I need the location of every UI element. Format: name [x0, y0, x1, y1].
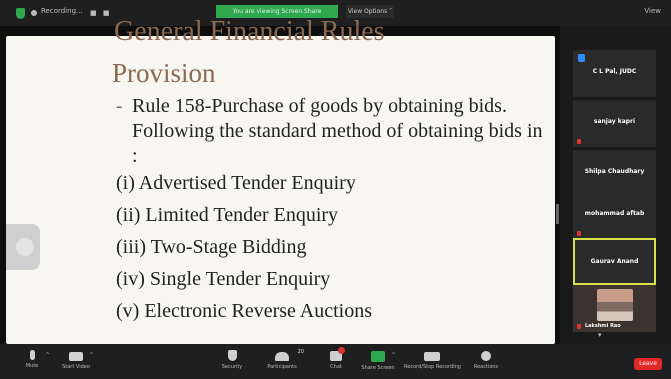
screen-share-banner: You are viewing Screen Share — [216, 5, 338, 18]
muted-mic-icon — [577, 139, 581, 144]
slide-rule-bullet — [116, 94, 546, 169]
security-label: Security — [221, 364, 243, 370]
participant-video-panel — [560, 26, 671, 344]
share-screen-button[interactable] — [358, 348, 398, 376]
mute-label: Mute — [25, 363, 39, 369]
slide-list-item: (iv) Single Tender Enquiry — [116, 268, 331, 290]
participant-name: C L Pal, JUDC — [592, 68, 637, 75]
participants-label: Participants — [267, 364, 297, 370]
video-label: Start Video — [62, 364, 90, 370]
host-badge-icon — [578, 54, 585, 62]
chat-label: Chat — [330, 364, 342, 370]
meeting-toolbar — [0, 344, 671, 379]
chat-bubble-icon — [330, 351, 342, 361]
slide-nav-handle[interactable] — [6, 224, 40, 270]
bullet-dash: - — [116, 95, 123, 117]
rule-text: Rule 158-Purchase of goods by obtaining bids. Following the standard method of obtaining bids in : — [132, 95, 543, 167]
shared-screen-area — [0, 16, 560, 344]
chat-button[interactable] — [316, 348, 356, 376]
chevron-up-icon[interactable]: ^ — [44, 352, 50, 359]
participant-name: Gaurav Anand — [590, 258, 639, 265]
reactions-button[interactable] — [466, 348, 506, 376]
slide-list-item: (v) Electronic Reverse Auctions — [116, 300, 373, 322]
participants-button[interactable] — [262, 348, 302, 376]
video-camera-icon — [69, 352, 83, 361]
participant-name: sanjay kapri — [593, 118, 636, 125]
slide-list-item: (i) Advertised Tender Enquiry — [116, 172, 356, 194]
chevron-up-icon[interactable]: ^ — [88, 352, 94, 359]
participant-tile[interactable] — [573, 100, 656, 147]
participant-name: Lakshmi Rao — [585, 323, 621, 329]
view-options-button[interactable]: View Options ˅ — [346, 5, 394, 18]
chevron-up-icon[interactable]: ^ — [390, 352, 396, 359]
participant-tile[interactable] — [573, 50, 656, 97]
microphone-icon — [30, 350, 35, 360]
participants-count: 20 — [297, 349, 304, 355]
view-button[interactable]: View — [644, 7, 661, 15]
reactions-label: Reactions — [473, 364, 499, 370]
mute-button[interactable] — [12, 348, 52, 376]
record-indicator-icon — [31, 10, 37, 16]
people-icon — [275, 352, 289, 361]
participant-video-tile[interactable] — [573, 285, 656, 332]
participant-name: Shilpa Chaudhary — [584, 168, 645, 175]
leave-button[interactable]: Leave — [634, 358, 662, 370]
share-screen-label: Share Screen — [361, 365, 395, 371]
active-speaker-tile[interactable] — [573, 238, 656, 285]
security-button[interactable] — [212, 348, 252, 376]
recording-label: Recording... — [41, 7, 83, 15]
muted-mic-icon — [577, 324, 581, 329]
pause-recording-button[interactable]: ■ ■ — [90, 9, 112, 17]
slide-list-item: (ii) Limited Tender Enquiry — [116, 204, 339, 226]
participant-video-feed — [597, 289, 633, 321]
participant-tile[interactable] — [573, 150, 656, 197]
shield-icon — [228, 350, 237, 361]
slide-header-cut: General Financial Rules — [114, 16, 385, 47]
slide-title: Provision — [112, 58, 216, 88]
presentation-slide — [6, 16, 555, 344]
chevron-down-icon[interactable]: ▾ — [598, 331, 602, 339]
slide-list-item: (iii) Two-Stage Bidding — [116, 236, 307, 258]
record-icon — [424, 352, 440, 361]
shield-icon[interactable] — [16, 8, 25, 19]
participant-name: mohammad aftab — [584, 210, 645, 217]
start-video-button[interactable] — [56, 348, 96, 376]
share-screen-icon — [371, 351, 385, 362]
reactions-icon — [481, 351, 491, 361]
muted-mic-icon — [577, 231, 581, 236]
record-label: Record/Stop Recording — [404, 364, 461, 370]
split-resize-handle[interactable] — [556, 204, 559, 224]
record-button[interactable] — [404, 348, 460, 376]
participant-tile[interactable] — [573, 192, 656, 239]
